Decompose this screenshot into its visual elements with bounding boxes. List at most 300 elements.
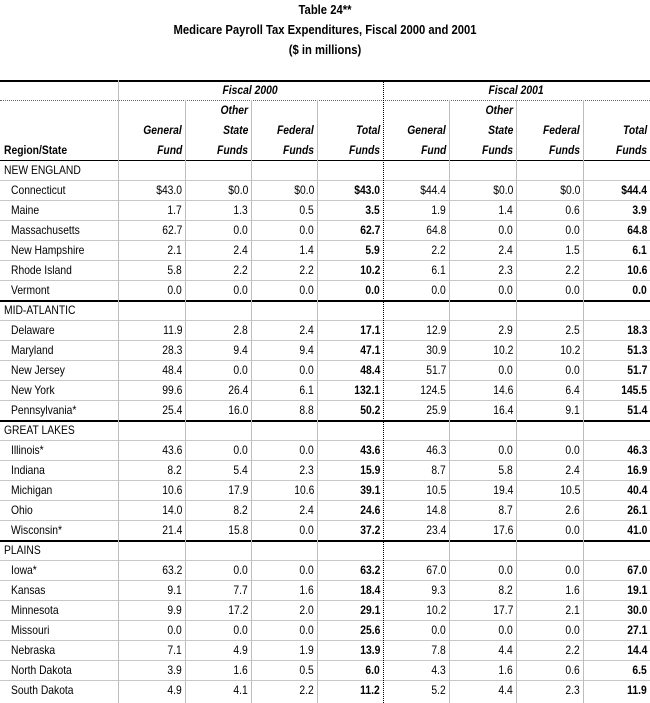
table-row <box>0 320 650 340</box>
federal-funds-header-line1: Federal <box>277 123 314 137</box>
fy2001-general-fund: 64.8 <box>425 223 446 237</box>
state-name: Illinois* <box>11 443 44 457</box>
other-funds-header-line3: Funds <box>217 143 248 157</box>
total-funds-header-line2: Funds <box>349 143 380 157</box>
fy2000-total-funds: 3.5 <box>365 203 380 217</box>
fy2001-other-state-funds: 0.0 <box>498 283 513 297</box>
state-name: Michigan <box>11 483 53 497</box>
row-rule <box>0 660 650 661</box>
row-rule <box>0 580 650 581</box>
fy2000-total-funds: 48.4 <box>359 363 380 377</box>
state-name: Maine <box>11 203 40 217</box>
fy2001-federal-funds: 2.3 <box>565 683 580 697</box>
fy2000-other-state-funds: 4.9 <box>233 643 248 657</box>
fy2001-general-fund: 30.9 <box>425 343 446 357</box>
state-name: Iowa* <box>11 563 37 577</box>
fy2000-federal-funds: 1.6 <box>299 583 314 597</box>
fy2000-federal-funds: 0.0 <box>299 523 314 537</box>
fy2001-other-state-funds: 4.4 <box>498 643 513 657</box>
fy2001-total-funds: 19.1 <box>626 583 647 597</box>
fy2000-federal-funds: 2.0 <box>299 603 314 617</box>
fy2000-federal-funds: 2.3 <box>299 463 314 477</box>
fy2000-general-fund: 4.9 <box>167 683 182 697</box>
table-row <box>0 380 650 400</box>
table-row <box>0 520 650 540</box>
fy2000-other-state-funds: 8.2 <box>233 503 248 517</box>
column-rule <box>118 80 119 703</box>
fy2000-federal-funds: 0.0 <box>299 623 314 637</box>
fy2000-federal-funds: 2.2 <box>299 263 314 277</box>
fy2000-other-state-funds: $0.0 <box>227 183 248 197</box>
federal-funds-header-line1: Federal <box>543 123 580 137</box>
fy2000-total-funds: 10.2 <box>359 263 380 277</box>
fy2000-general-fund: 9.9 <box>167 603 182 617</box>
fy2000-federal-funds: 10.6 <box>293 483 314 497</box>
fy2000-other-state-funds: 16.0 <box>227 403 248 417</box>
fy2000-total-funds: 13.9 <box>359 643 380 657</box>
region-name: MID-ATLANTIC <box>4 303 76 317</box>
fy2000-other-state-funds: 0.0 <box>233 223 248 237</box>
fy2001-other-state-funds: $0.0 <box>492 183 513 197</box>
state-name: Connecticut <box>11 183 66 197</box>
fy2000-general-fund: 8.2 <box>167 463 182 477</box>
state-name: Wisconsin* <box>11 523 63 537</box>
fy2001-other-state-funds: 10.2 <box>492 343 513 357</box>
fy2001-federal-funds: 0.0 <box>565 283 580 297</box>
fy2001-general-fund: 4.3 <box>431 663 446 677</box>
fy2000-general-fund: 62.7 <box>161 223 182 237</box>
general-fund-header-line1: General <box>143 123 182 137</box>
fy2001-total-funds: 11.9 <box>627 683 647 697</box>
fy2001-federal-funds: 2.4 <box>565 463 580 477</box>
fy2001-federal-funds: 9.1 <box>565 403 580 417</box>
row-rule <box>0 460 650 461</box>
fy2001-federal-funds: 2.5 <box>565 323 580 337</box>
fy2001-general-fund: 46.3 <box>425 443 446 457</box>
general-fund-header-line2: Fund <box>420 143 446 157</box>
fy2000-general-fund: 28.3 <box>161 343 182 357</box>
table-row <box>0 180 650 200</box>
state-name: New Jersey <box>11 363 65 377</box>
table-row <box>0 440 650 460</box>
fy2000-other-state-funds: 17.9 <box>227 483 248 497</box>
table-row <box>0 360 650 380</box>
fy2000-federal-funds: $0.0 <box>293 183 314 197</box>
fy2001-other-state-funds: 8.7 <box>498 503 513 517</box>
fy2000-total-funds: 15.9 <box>359 463 380 477</box>
fy2000-other-state-funds: 0.0 <box>233 443 248 457</box>
fy2000-total-funds: 62.7 <box>359 223 380 237</box>
fy2001-general-fund: 12.9 <box>425 323 446 337</box>
fy2001-general-fund: 51.7 <box>425 363 446 377</box>
row-rule <box>0 400 650 401</box>
region-top-rule <box>0 160 650 161</box>
state-name: Minnesota <box>11 603 59 617</box>
region-top-rule <box>0 300 650 302</box>
state-name: Massachusetts <box>11 223 80 237</box>
fy2000-general-fund: 2.1 <box>167 243 182 257</box>
region-header-row <box>0 300 650 320</box>
fy2001-other-state-funds: 1.6 <box>498 663 513 677</box>
fy2000-total-funds: 132.1 <box>354 383 380 397</box>
fy2001-general-fund: 6.1 <box>431 263 446 277</box>
region-state-header: Region/State <box>4 143 68 157</box>
fy2001-total-funds: 6.1 <box>632 243 647 257</box>
other-funds-header-line3: Funds <box>482 143 513 157</box>
table-row <box>0 280 650 300</box>
fy2001-federal-funds: 0.0 <box>565 523 580 537</box>
fy2000-general-fund: 10.6 <box>161 483 182 497</box>
fy2001-federal-funds: 0.0 <box>565 363 580 377</box>
column-rule <box>583 100 584 703</box>
column-rule <box>185 100 186 703</box>
total-funds-header-line1: Total <box>622 123 647 137</box>
row-rule <box>0 200 650 201</box>
fy2001-federal-funds: 0.0 <box>565 443 580 457</box>
fy2000-total-funds: 0.0 <box>365 283 380 297</box>
fy2000-federal-funds: 0.5 <box>299 203 314 217</box>
fy2000-total-funds: 39.1 <box>359 483 380 497</box>
table-row <box>0 580 650 600</box>
state-name: Maryland <box>11 343 54 357</box>
fy2000-total-funds: 5.9 <box>365 243 380 257</box>
table-row <box>0 680 650 700</box>
fy2001-federal-funds: 6.4 <box>565 383 580 397</box>
state-name: Missouri <box>11 623 50 637</box>
fy2000-general-fund: 99.6 <box>161 383 182 397</box>
fy2000-total-funds: 25.6 <box>359 623 380 637</box>
fy2000-federal-funds: 1.9 <box>299 643 314 657</box>
region-name: NEW ENGLAND <box>4 163 81 177</box>
fy2001-other-state-funds: 5.8 <box>498 463 513 477</box>
fy2000-general-fund: 1.7 <box>167 203 182 217</box>
fy2000-total-funds: 6.0 <box>365 663 380 677</box>
fy2000-federal-funds: 0.5 <box>299 663 314 677</box>
fy2000-total-funds: 18.4 <box>359 583 380 597</box>
fy2000-federal-funds: 0.0 <box>299 443 314 457</box>
other-funds-header-line1: Other <box>485 103 513 117</box>
fy2001-other-state-funds: 0.0 <box>498 623 513 637</box>
fy2001-federal-funds: 2.2 <box>565 643 580 657</box>
fy2001-other-state-funds: 17.6 <box>492 523 513 537</box>
fy2000-total-funds: 47.1 <box>359 343 380 357</box>
fy2001-federal-funds: 2.2 <box>565 263 580 277</box>
fy2000-federal-funds: 0.0 <box>299 563 314 577</box>
state-name: South Dakota <box>11 683 74 697</box>
table-title: Table 24** <box>298 3 352 17</box>
fy2001-general-fund: 0.0 <box>431 623 446 637</box>
fy2001-total-funds: 6.5 <box>632 663 647 677</box>
fy2000-general-fund: 21.4 <box>161 523 182 537</box>
fy2001-total-funds: 3.9 <box>632 203 647 217</box>
fy2001-total-funds: 14.4 <box>626 643 647 657</box>
fy2001-general-fund: 10.5 <box>425 483 446 497</box>
fy2000-other-state-funds: 1.6 <box>233 663 248 677</box>
fy2001-total-funds: 30.0 <box>626 603 647 617</box>
fy2001-general-fund: 5.2 <box>431 683 446 697</box>
fy2001-other-state-funds: 0.0 <box>498 443 513 457</box>
fy2001-total-funds: 0.0 <box>632 283 647 297</box>
fy2000-total-funds: 17.1 <box>359 323 380 337</box>
fy2001-federal-funds: 0.0 <box>565 623 580 637</box>
table-body <box>0 160 650 700</box>
fy2001-total-funds: 145.5 <box>621 383 647 397</box>
fy2001-other-state-funds: 16.4 <box>492 403 513 417</box>
fy2000-other-state-funds: 0.0 <box>233 563 248 577</box>
region-top-rule <box>0 420 650 422</box>
fy2001-general-fund: 9.3 <box>431 583 446 597</box>
row-rule <box>0 600 650 601</box>
region-top-rule <box>0 540 650 542</box>
fy2000-total-funds: 50.2 <box>359 403 380 417</box>
fy2001-federal-funds: 10.5 <box>559 483 580 497</box>
table-subtitle: Medicare Payroll Tax Expenditures, Fiscal 2000 and 2001 <box>173 23 477 37</box>
fy2000-federal-funds: 0.0 <box>299 283 314 297</box>
table-row <box>0 640 650 660</box>
state-name: Nebraska <box>11 643 56 657</box>
fy2001-general-fund: 8.7 <box>431 463 446 477</box>
fy2000-federal-funds: 2.4 <box>299 503 314 517</box>
fy2001-other-state-funds: 0.0 <box>498 363 513 377</box>
fy2000-federal-funds: 9.4 <box>299 343 314 357</box>
general-fund-header-line2: Fund <box>156 143 182 157</box>
fy2001-other-state-funds: 17.7 <box>492 603 513 617</box>
fy2001-general-fund: 7.8 <box>431 643 446 657</box>
row-rule <box>0 360 650 361</box>
state-name: Kansas <box>11 583 46 597</box>
state-name: Vermont <box>11 283 50 297</box>
fy2001-total-funds: 51.7 <box>626 363 647 377</box>
row-rule <box>0 340 650 341</box>
row-rule <box>0 640 650 641</box>
other-funds-header-line1: Other <box>220 103 248 117</box>
fy2000-other-state-funds: 2.4 <box>233 243 248 257</box>
fy2000-total-funds: 24.6 <box>359 503 380 517</box>
fy2001-general-fund: 0.0 <box>431 283 446 297</box>
fy2001-other-state-funds: 0.0 <box>498 563 513 577</box>
fy2000-federal-funds: 8.8 <box>299 403 314 417</box>
fy2000-other-state-funds: 2.2 <box>233 263 248 277</box>
fy2000-other-state-funds: 1.3 <box>233 203 248 217</box>
column-rule <box>516 100 517 703</box>
region-header-row <box>0 540 650 560</box>
region-label-rule <box>0 560 650 561</box>
header-top-rule <box>0 80 650 82</box>
fy2001-federal-funds: 1.6 <box>565 583 580 597</box>
table-row <box>0 400 650 420</box>
fy2001-federal-funds: 0.6 <box>565 663 580 677</box>
table-row <box>0 260 650 280</box>
state-name: Ohio <box>11 503 33 517</box>
table-row <box>0 600 650 620</box>
table-row <box>0 340 650 360</box>
row-rule <box>0 620 650 621</box>
row-rule <box>0 280 650 281</box>
fy2001-total-funds: 16.9 <box>626 463 647 477</box>
fy2000-general-fund: 48.4 <box>161 363 182 377</box>
fy2000-general-fund: 0.0 <box>167 283 182 297</box>
state-name: Pennsylvania* <box>11 403 77 417</box>
fy2001-federal-funds: 0.0 <box>565 563 580 577</box>
fy2000-general-fund: 63.2 <box>161 563 182 577</box>
fy2001-other-state-funds: 2.4 <box>498 243 513 257</box>
row-rule <box>0 380 650 381</box>
fy2000-other-state-funds: 26.4 <box>227 383 248 397</box>
table-row <box>0 500 650 520</box>
fy2000-other-state-funds: 2.8 <box>233 323 248 337</box>
table-row <box>0 480 650 500</box>
fy2001-general-fund: 124.5 <box>420 383 446 397</box>
fy2000-general-fund: 3.9 <box>167 663 182 677</box>
fy2001-other-state-funds: 2.3 <box>498 263 513 277</box>
fy2000-other-state-funds: 0.0 <box>233 623 248 637</box>
federal-funds-header-line2: Funds <box>549 143 580 157</box>
state-name: North Dakota <box>11 663 72 677</box>
table-row <box>0 220 650 240</box>
fy2001-total-funds: 51.4 <box>626 403 647 417</box>
table-row <box>0 660 650 680</box>
fy2001-other-state-funds: 19.4 <box>492 483 513 497</box>
fy2000-federal-funds: 2.2 <box>299 683 314 697</box>
fy2001-general-fund: 23.4 <box>425 523 446 537</box>
fy2001-other-state-funds: 1.4 <box>498 203 513 217</box>
fy2000-other-state-funds: 7.7 <box>233 583 248 597</box>
other-funds-header-line2: State <box>222 123 248 137</box>
fy2001-other-state-funds: 2.9 <box>498 323 513 337</box>
table-row <box>0 460 650 480</box>
fy2000-other-state-funds: 9.4 <box>233 343 248 357</box>
fy2001-federal-funds: 1.5 <box>565 243 580 257</box>
fy2000-general-fund: 5.8 <box>167 263 182 277</box>
state-name: Rhode Island <box>11 263 72 277</box>
fy2000-general-fund: 14.0 <box>161 503 182 517</box>
region-label-rule <box>0 440 650 441</box>
fy2001-total-funds: $44.4 <box>621 183 647 197</box>
federal-funds-header-line2: Funds <box>283 143 314 157</box>
fy2001-general-fund: 25.9 <box>425 403 446 417</box>
fy2000-total-funds: 43.6 <box>359 443 380 457</box>
fy2001-federal-funds: 10.2 <box>559 343 580 357</box>
fy2001-general-fund: 14.8 <box>425 503 446 517</box>
fy2000-general-fund: $43.0 <box>156 183 182 197</box>
row-rule <box>0 680 650 681</box>
fy2000-federal-funds: 0.0 <box>299 223 314 237</box>
fy2001-other-state-funds: 0.0 <box>498 223 513 237</box>
fy2000-other-state-funds: 4.1 <box>233 683 248 697</box>
fy2001-general-fund: 2.2 <box>431 243 446 257</box>
fiscal-divider-rule <box>383 80 384 703</box>
fy2000-general-fund: 9.1 <box>167 583 182 597</box>
fy2001-total-funds: 26.1 <box>626 503 647 517</box>
fy2000-total-funds: 37.2 <box>359 523 380 537</box>
header-group-row <box>0 80 650 100</box>
table-row <box>0 200 650 220</box>
fy2001-other-state-funds: 4.4 <box>498 683 513 697</box>
fy2000-total-funds: $43.0 <box>354 183 380 197</box>
row-rule <box>0 240 650 241</box>
fy2000-other-state-funds: 0.0 <box>233 363 248 377</box>
fy2000-total-funds: 63.2 <box>359 563 380 577</box>
region-label-rule <box>0 180 650 181</box>
fy2000-general-fund: 7.1 <box>167 643 182 657</box>
fy2000-general-fund: 11.9 <box>162 323 182 337</box>
fy2001-federal-funds: 0.6 <box>565 203 580 217</box>
fiscal-2000-header: Fiscal 2000 <box>222 83 279 97</box>
fy2001-general-fund: $44.4 <box>420 183 446 197</box>
fy2000-total-funds: 11.2 <box>360 683 380 697</box>
fy2000-general-fund: 43.6 <box>161 443 182 457</box>
fy2001-total-funds: 46.3 <box>626 443 647 457</box>
total-funds-header-line2: Funds <box>616 143 647 157</box>
fy2001-total-funds: 64.8 <box>626 223 647 237</box>
fy2001-general-fund: 67.0 <box>425 563 446 577</box>
fy2001-federal-funds: 2.6 <box>565 503 580 517</box>
fy2001-total-funds: 18.3 <box>626 323 647 337</box>
region-header-row <box>0 420 650 440</box>
column-rule <box>449 100 450 703</box>
row-rule <box>0 500 650 501</box>
region-name: PLAINS <box>4 543 41 557</box>
fy2001-total-funds: 67.0 <box>626 563 647 577</box>
state-name: New York <box>11 383 55 397</box>
region-header-row <box>0 160 650 180</box>
fy2001-total-funds: 27.1 <box>626 623 647 637</box>
table-row <box>0 560 650 580</box>
fy2000-federal-funds: 6.1 <box>299 383 314 397</box>
column-rule <box>251 100 252 703</box>
fy2001-total-funds: 51.3 <box>626 343 647 357</box>
region-name: GREAT LAKES <box>4 423 75 437</box>
fy2000-other-state-funds: 0.0 <box>233 283 248 297</box>
fy2001-federal-funds: 2.1 <box>565 603 580 617</box>
fy2001-federal-funds: 0.0 <box>565 223 580 237</box>
row-rule <box>0 260 650 261</box>
fy2001-other-state-funds: 8.2 <box>498 583 513 597</box>
group-header-rule <box>0 100 650 101</box>
state-name: Indiana <box>11 463 45 477</box>
fy2001-general-fund: 10.2 <box>425 603 446 617</box>
row-rule <box>0 520 650 521</box>
header-row-1 <box>0 100 650 120</box>
total-funds-header-line1: Total <box>355 123 380 137</box>
other-funds-header-line2: State <box>487 123 513 137</box>
fy2001-general-fund: 1.9 <box>431 203 446 217</box>
table-row <box>0 240 650 260</box>
table-row <box>0 620 650 640</box>
fiscal-2001-header: Fiscal 2001 <box>488 83 545 97</box>
row-rule <box>0 220 650 221</box>
fy2001-other-state-funds: 14.6 <box>492 383 513 397</box>
region-label-rule <box>0 320 650 321</box>
state-name: Delaware <box>11 323 55 337</box>
fy2001-federal-funds: $0.0 <box>559 183 580 197</box>
state-name: New Hampshire <box>11 243 85 257</box>
header-row-3 <box>0 140 650 160</box>
fy2000-other-state-funds: 5.4 <box>233 463 248 477</box>
fy2000-general-fund: 25.4 <box>161 403 182 417</box>
fy2000-federal-funds: 0.0 <box>299 363 314 377</box>
table-units: ($ in millions) <box>288 43 362 57</box>
fy2001-total-funds: 10.6 <box>626 263 647 277</box>
column-rule <box>317 100 318 703</box>
header-row-2 <box>0 120 650 140</box>
fy2000-other-state-funds: 15.8 <box>227 523 248 537</box>
row-rule <box>0 480 650 481</box>
fy2000-other-state-funds: 17.2 <box>227 603 248 617</box>
expenditures-table <box>0 80 650 700</box>
fy2000-federal-funds: 1.4 <box>299 243 314 257</box>
fy2001-total-funds: 40.4 <box>626 483 647 497</box>
